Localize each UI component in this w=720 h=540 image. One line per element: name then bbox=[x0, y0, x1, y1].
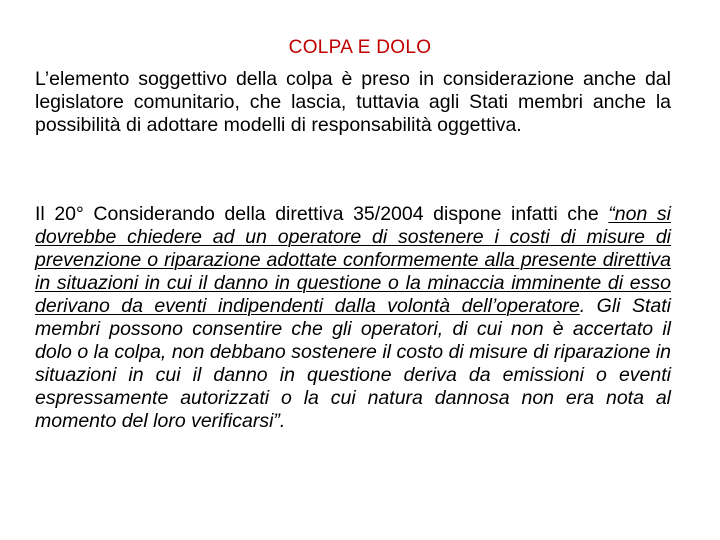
slide-title: COLPA E DOLO bbox=[288, 37, 432, 58]
considerando-intro: Il 20° Considerando della direttiva 35/2004 dispone infatti che bbox=[35, 203, 609, 225]
considerando-quote-rest: . Gli Stati membri possono consentire che gli operatori, di cui non è accertato il dolo o la colpa, non debbano sostenere il costo di misure di riparazione in situazioni in cui il danno in questione deriva da emissioni o eventi espressamente autorizzati o la cui natura dannosa non era nota al momento del loro verificarsi”. bbox=[35, 295, 671, 432]
considerando-quote-underlined: “non si dovrebbe chiedere ad un operatore di sostenere i costi di misure di prevenzione o riparazione adottate conformemente alla presente direttiva in situazioni in cui il danno in questione o la minaccia imminente di esso derivano da eventi indipendenti dalla volontà dell’operatore bbox=[35, 203, 671, 317]
paragraph-considerando bbox=[35, 203, 671, 433]
paragraph-colpa-intro: L’elemento soggettivo della colpa è preso in considerazione anche dal legislatore comunitario, che lascia, tuttavia agli Stati membri anche la possibilità di adottare modelli di responsabilità oggettiva. bbox=[35, 68, 671, 136]
